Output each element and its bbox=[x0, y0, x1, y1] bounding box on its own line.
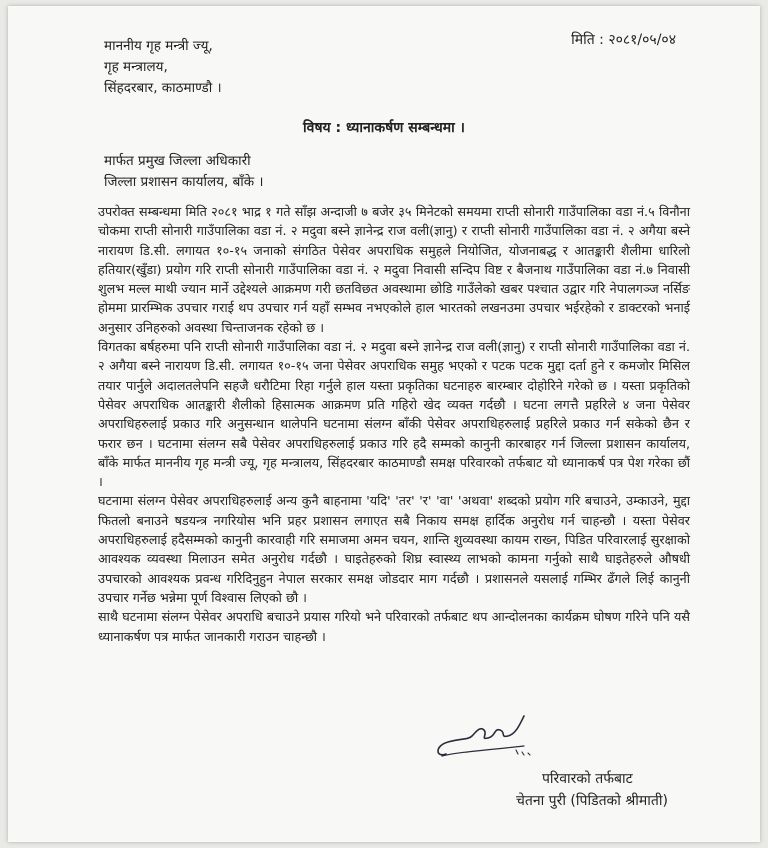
via-line: मार्फत प्रमुख जिल्ला अधिकारी bbox=[104, 153, 251, 169]
letter-page bbox=[8, 6, 760, 842]
closing-from: परिवारको तर्फबाट bbox=[541, 771, 633, 787]
addressee-block bbox=[104, 36, 222, 99]
addressee-line: सिंहदरबार, काठमाण्डौ । bbox=[104, 80, 222, 96]
via-line: जिल्ला प्रशासन कार्यालय, बाँके । bbox=[104, 174, 264, 190]
body-paragraph: साथै घटनामा संलग्न पेसेवर अपराधि बचाउने प्रयास गरियो भने परिवारको तर्फबाट थप आन्दोलनका कार्यक्रम घोषण गरिने पनि यसै ध्यानाकर्षण पत्र मार्फत जानकारी गराउन चाहन्छौ । bbox=[98, 609, 690, 644]
body-paragraph: विगतका बर्षहरुमा पनि राप्ती सोनारी गाउँपालिका वडा नं. २ मदुवा बस्ने ज्ञानेन्द्र राज वली(ज्ञानु) र राप्ती सोनारी गाउँपालिका वडा नं. २ अगैया बस्ने नारायण डि.सी. लगायत १०-१५ जना पेसेवर अपराधिक समुह भएको र पटक पटक मुद्दा दर्ता हुने र कमजोर मिसिल तयार पार्नुले अदालतलेपनि सहजै धरौटिमा रिहा गर्नुले हाल यस्ता प्रकृतिका घटनाहरु बारम्बार दोहोरिने गरेको छ । यस्ता प्रकृतिको पेसेवर अपराधिक आतङ्कारी शैलीको हिसात्मक आक्रमण प्रति गहिरो खेद व्यक्त गर्दछौ । घटना लगत्तै प्रहरिले ४ जना पेसेवर अपराधिहरुलाई प्रकाउ गरि अनुसन्धान थालेपनि घटनामा संलग्न बाँकी पेसेवर अपराधिहरुलाई प्रहरिले प्रकाउ गर्न सकेको छैन र फरार छन । घटनामा संलग्न सबै पेसेवर अपराधिहरुलाई प्रकाउ गरि हदै सम्मको कानुनी कारबाहर गर्न जिल्ला प्रशासन कार्यालय, बाँके मार्फत माननीय गृह मन्त्री ज्यू, गृह मन्त्रालय, सिंहदरबार काठमाण्डौ समक्ष परिवारको तर्फबाट यो ध्यानाकर्ष पत्र पेश गरेका छौं । bbox=[98, 339, 690, 490]
letter-body bbox=[98, 202, 690, 646]
closing-name: चेतना पुरी (पिडितको श्रीमाती) bbox=[515, 793, 668, 809]
handwritten-signature-icon bbox=[428, 706, 538, 770]
subject-line: विषय : ध्यानाकर्षण सम्बन्धमा । bbox=[303, 120, 465, 136]
addressee-line: गृह मन्त्रालय, bbox=[104, 59, 168, 75]
letter-date: मिति : २०८१/०५/०४ bbox=[571, 32, 676, 48]
body-paragraph: उपरोक्त सम्बन्धमा मिति २०८१ भाद्र १ गते साँझ अन्दाजी ७ बजेर ३५ मिनेटको समयमा राप्ती सोनारी गाउँपालिका वडा नं.५ विनौना चोकमा राप्ती सोनारी गाउँपालिका वडा नं. २ मदुवा बस्ने ज्ञानेन्द्र राज वली(ज्ञानु) र राप्ती सोनारी गाउँपालिका वडा नं. २ अगैया बस्ने नारायण डि.सी. लगायत १०-१५ जनाको संगठित पेसेवर अपराधिक समुहले नियोजित, योजनाबद्ध र आतङ्कारी शैलीमा धारिलो हतियार(खुँडा) प्रयोग गरि राप्ती सोनारी गाउँपालिका वडा नं. २ मदुवा निवासी सन्दिप विष्ट र बैजनाथ गाउँपालिका वडा नं.७ निवासी शुलभ मल्ल माथी ज्यान मार्ने उद्देश्यले आक्रमण गरी छतविछत अवस्थामा छोडि गाउँलेको खबर पश्चात उद्वार गरि नेपालगञ्ज नर्सिङ होममा प्रारम्भिक उपचार गराई थप उपचार गर्न यहाँ सम्भव नभएकोले हाल भारतको लखनउमा उपचार भईरहेको र डाक्टरको भनाई अनुसार उनिहरुको अवस्था चिन्ताजनक रहेको छ । bbox=[98, 204, 690, 335]
via-block bbox=[104, 151, 264, 193]
closing-block bbox=[516, 768, 668, 812]
addressee-line: माननीय गृह मन्त्री ज्यू, bbox=[104, 38, 213, 54]
body-paragraph: घटनामा संलग्न पेसेवर अपराधिहरुलाई अन्य कुनै बाहनामा 'यदि' 'तर' 'र' 'वा' 'अथवा' शब्दको प्रयोग गरि बचाउने, उम्काउने, मुद्दा फितलो बनाउने षडयन्त्र नगरियोस भनि प्रहर प्रशासन लगाएत सबै निकाय समक्ष हार्दिक अनुरोध गर्न चाहन्छौ । यस्ता पेसेवर अपराधिहरुलाई हदैसम्मको कानुनी कारवाही गरि समाजमा अमन चयन, शान्ति शुव्यवस्था कायम राख्न, पिडित परिवारलाई सुरक्षाको आवश्यक व्यवस्था मिलाउन समेत अनुरोध गर्दछौ । घाइतेहरुको शिघ्र स्वास्थ्य लाभको कामना गर्नुको साथै घाइतेहरुले औषधी उपचारको आवश्यक प्रवन्ध गरिदिनुहुन नेपाल सरकार समक्ष जोडदार माग गर्दछौ । प्रशासनले यसलाई गम्भिर ढँगले लिई कानुनी उपचार गर्नेछ भन्नेमा पूर्ण विश्वास लिएको छौ । bbox=[98, 493, 690, 605]
